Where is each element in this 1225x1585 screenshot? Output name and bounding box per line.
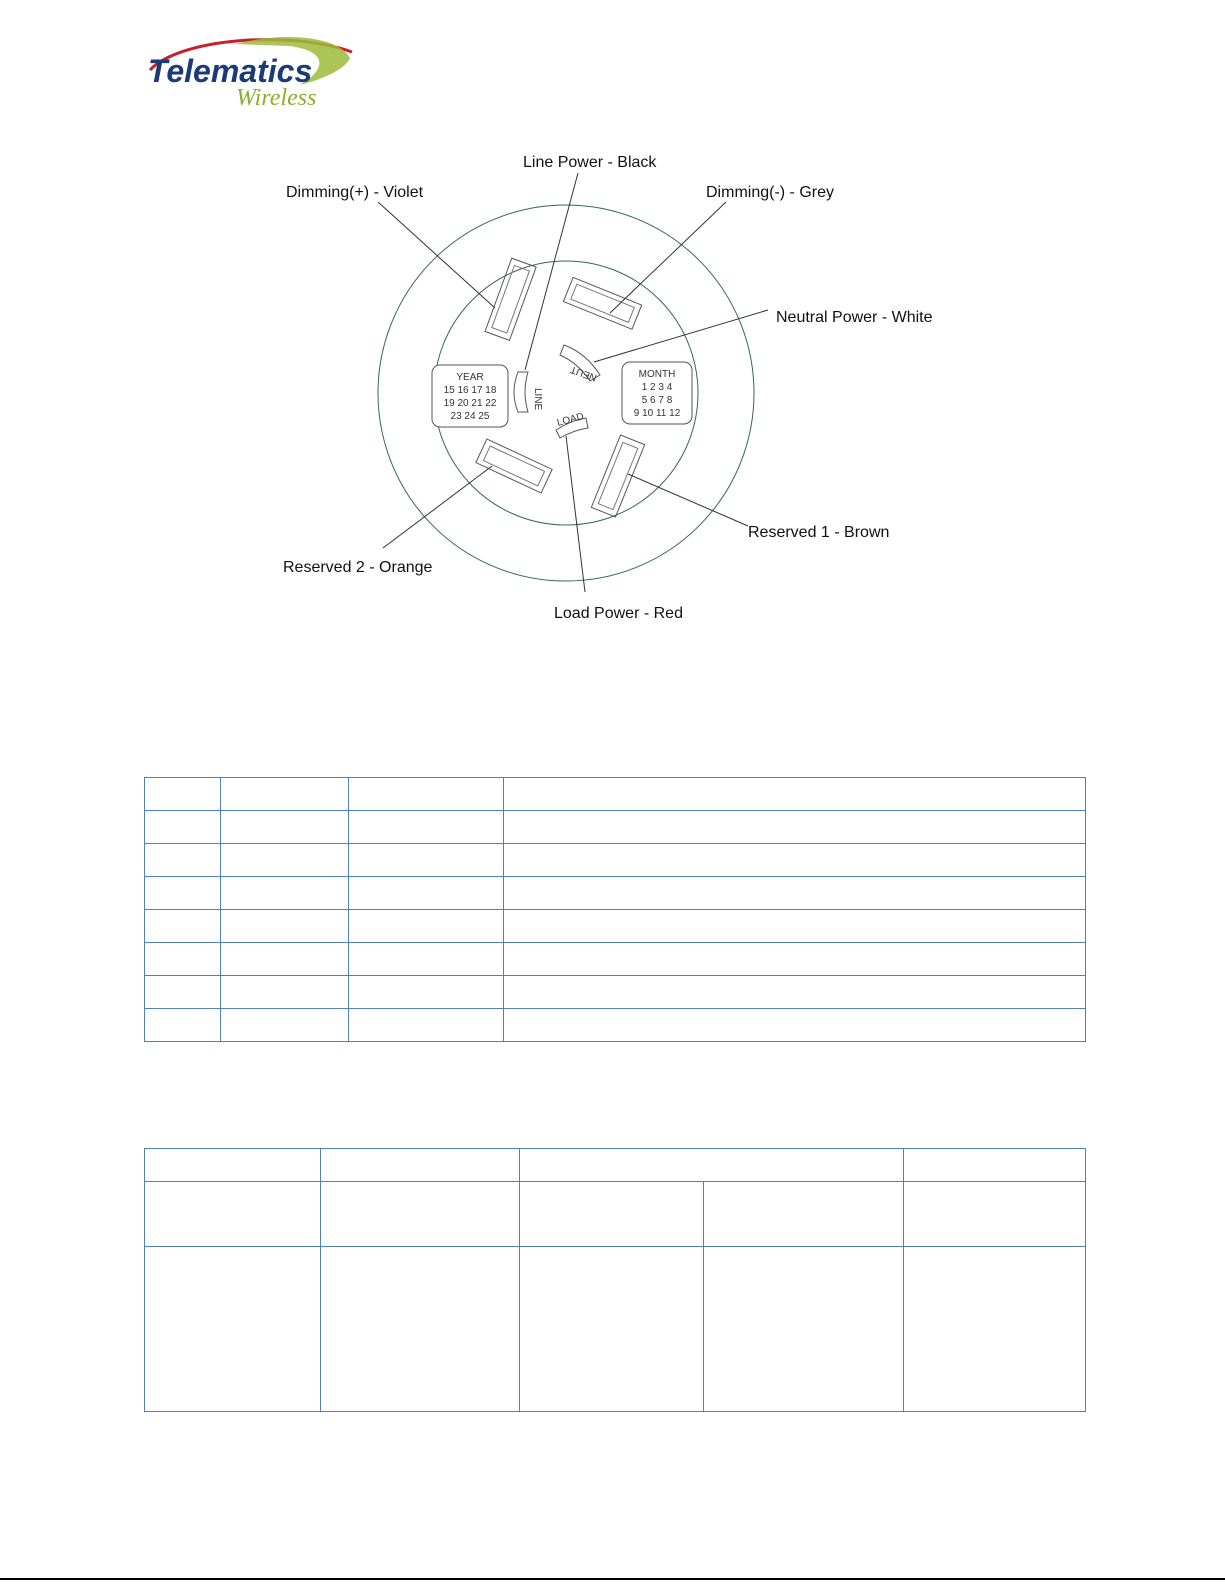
terminal-load	[556, 411, 588, 438]
table-row	[145, 976, 1086, 1009]
table-cell	[520, 1182, 704, 1247]
table-cell	[504, 811, 1086, 844]
table-cell	[221, 778, 349, 811]
table-cell	[904, 1182, 1086, 1247]
table-row	[145, 1247, 1086, 1412]
table-cell	[221, 976, 349, 1009]
table-cell	[145, 943, 221, 976]
callout-line-power: Line Power - Black	[523, 154, 657, 171]
table-cell	[145, 1182, 321, 1247]
table-cell	[321, 1182, 520, 1247]
callout-reserved-2: Reserved 2 - Orange	[283, 559, 433, 576]
table-row	[145, 811, 1086, 844]
table-cell	[321, 1149, 520, 1182]
callout-reserved-1: Reserved 1 - Brown	[748, 524, 890, 541]
callout-load-power: Load Power - Red	[554, 605, 683, 622]
table-cell	[904, 1149, 1086, 1182]
table-cell	[349, 811, 504, 844]
year-row-1: 15 16 17 18	[443, 385, 497, 396]
table-cell	[520, 1247, 704, 1412]
year-row-2: 19 20 21 22	[443, 398, 497, 409]
table-cell	[145, 877, 221, 910]
terminal-line	[514, 372, 543, 412]
table-cell	[704, 1182, 904, 1247]
contact-reserved-2	[476, 439, 552, 493]
table-cell	[349, 877, 504, 910]
table-cell	[349, 844, 504, 877]
month-code-box	[622, 362, 692, 424]
year-code-box	[432, 365, 508, 427]
specification-table	[144, 1148, 1086, 1412]
table-cell	[349, 1009, 504, 1042]
table-cell	[349, 910, 504, 943]
table-cell	[704, 1247, 904, 1412]
logo-graphic	[140, 30, 360, 110]
table-cell	[504, 910, 1086, 943]
footer-rule	[0, 1578, 1225, 1580]
table-cell	[221, 943, 349, 976]
table-row	[145, 1149, 1086, 1182]
table-cell	[349, 778, 504, 811]
month-row-2: 5 6 7 8	[641, 395, 673, 406]
table-row	[145, 844, 1086, 877]
table-cell	[221, 877, 349, 910]
terminal-neutral	[560, 345, 600, 383]
year-row-3: 23 24 25	[450, 411, 490, 422]
table-cell	[504, 877, 1086, 910]
company-logo	[140, 30, 360, 110]
table-cell	[349, 943, 504, 976]
table-cell	[504, 943, 1086, 976]
table-cell	[145, 844, 221, 877]
month-title: MONTH	[638, 369, 676, 380]
table-cell	[520, 1149, 904, 1182]
table-cell	[904, 1247, 1086, 1412]
callout-neutral-power: Neutral Power - White	[776, 309, 933, 326]
table-row	[145, 943, 1086, 976]
table-cell	[145, 910, 221, 943]
table-row	[145, 778, 1086, 811]
terminal-load-label: LOAD	[555, 411, 586, 429]
contact-dimming-plus	[485, 258, 536, 340]
table-cell	[145, 976, 221, 1009]
table-cell	[504, 778, 1086, 811]
callout-dimming-plus: Dimming(+) - Violet	[286, 184, 424, 201]
table-cell	[349, 976, 504, 1009]
month-row-1: 1 2 3 4	[641, 382, 673, 393]
terminal-neutral-label: NEUT	[569, 363, 599, 383]
table-cell	[145, 811, 221, 844]
table-row	[145, 877, 1086, 910]
terminal-line-label: LINE	[532, 388, 543, 411]
table-cell	[504, 1009, 1086, 1042]
logo-secondary-text: Wireless	[236, 85, 317, 110]
table-cell	[145, 1149, 321, 1182]
table-row	[145, 1009, 1086, 1042]
connector-pinout-diagram	[0, 140, 1225, 640]
contact-dimming-minus	[563, 277, 641, 329]
table-cell	[504, 844, 1086, 877]
table-cell	[221, 1009, 349, 1042]
month-row-3: 9 10 11 12	[633, 408, 681, 419]
table-cell	[504, 976, 1086, 1009]
year-title: YEAR	[456, 372, 484, 383]
table-cell	[221, 910, 349, 943]
pinout-table	[144, 777, 1086, 1042]
table-cell	[221, 844, 349, 877]
table-cell	[145, 778, 221, 811]
table-cell	[145, 1247, 321, 1412]
table-row	[145, 910, 1086, 943]
table-row	[145, 1182, 1086, 1247]
table-cell	[321, 1247, 520, 1412]
table-cell	[221, 811, 349, 844]
table-cell	[145, 1009, 221, 1042]
callout-dimming-minus: Dimming(-) - Grey	[706, 184, 834, 201]
logo-primary-text: Telematics	[148, 53, 313, 89]
